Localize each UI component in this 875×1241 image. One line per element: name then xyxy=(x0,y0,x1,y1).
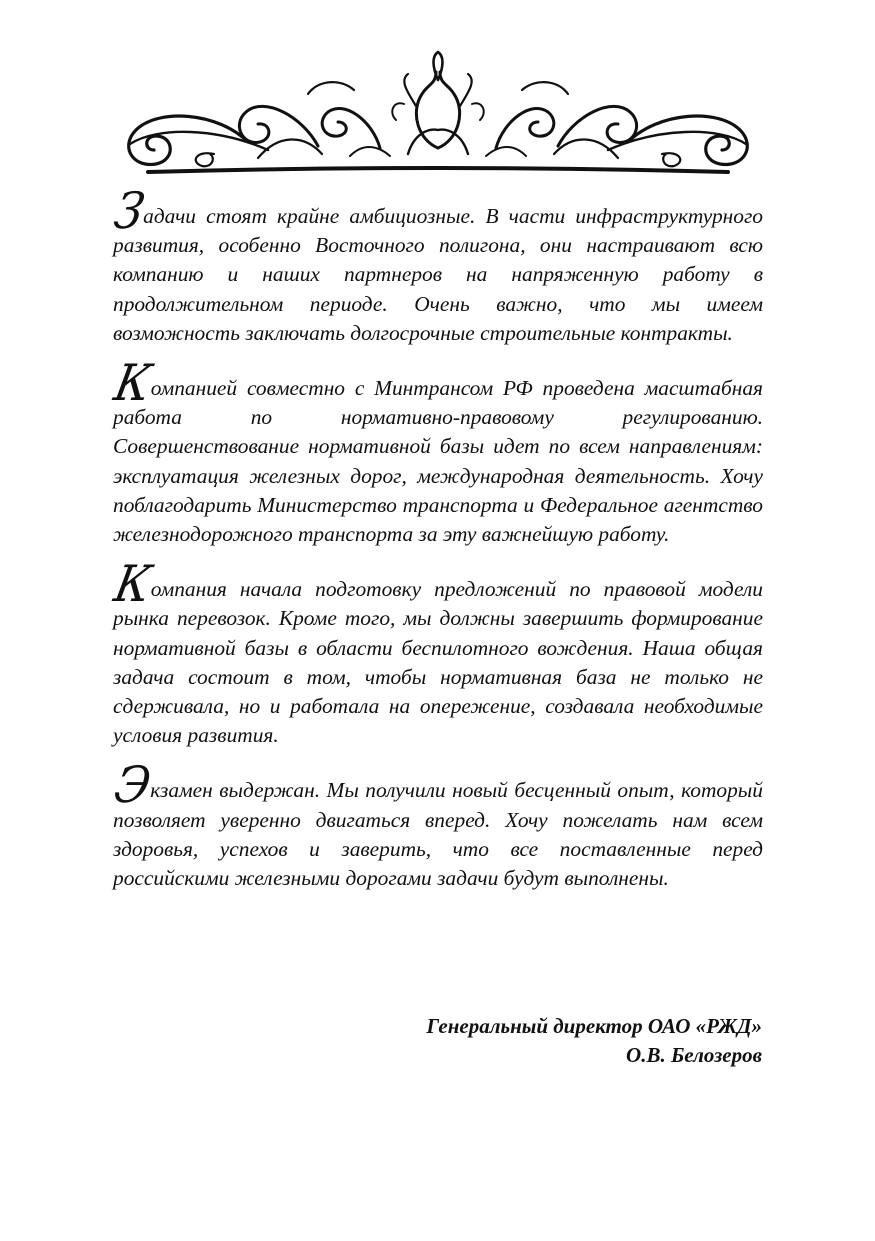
drop-cap: К xyxy=(109,354,155,413)
flourish-ornament-icon xyxy=(118,50,758,180)
paragraph-text: омпания начала подготовку предложений по правовой модели рынка перевозок. Кроме того, мы должны завершить формирование нормативной базы в области беспилотного вождения. Наша общая задача состоит в том, чтобы нормативная база не только не сдерживала, но и работала на опережение, создавала необходимые условия развития. xyxy=(113,577,763,748)
signature-title: Генеральный директор ОАО «РЖД» xyxy=(426,1014,762,1038)
paragraph-text: омпанией совместно с Минтрансом РФ проведена масштабная работа по нормативно-правовому регулированию. Совершенствование нормативной базы идет по всем направлениям: эксплуатация железных дорог, международная деятельность. Хочу поблагодарить Министерство транспорта и Федеральное агентство железнодорожного транспорта за эту важнейшую работу. xyxy=(113,376,763,547)
paragraph-3 xyxy=(109,555,763,750)
paragraph-1 xyxy=(109,182,763,348)
paragraph-text: кзамен выдержан. Мы получили новый бесценный опыт, который позволяет уверенно двигаться вперед. Хочу пожелать нам всем здоровья, успехов и заверить, что все поставленные перед российскими железными дорогами задачи будут выполнены. xyxy=(113,778,763,891)
letter-body xyxy=(109,182,763,915)
paragraph-text: адачи стоят крайне амбициозные. В части инфраструктурного развития, особенно Восточного полигона, они настраивают всю компанию и наших партнеров на напряженную работу в продолжительном периоде. Очень важно, что мы имеем возможность заключать долгосрочные строительные контракты. xyxy=(113,204,763,345)
drop-cap: Э xyxy=(109,756,154,815)
paragraph-2 xyxy=(109,354,763,549)
drop-cap: К xyxy=(109,555,155,614)
signature-block xyxy=(426,1012,762,1070)
signature-name: О.В. Белозеров xyxy=(626,1043,762,1067)
drop-cap: З xyxy=(109,182,148,240)
paragraph-4 xyxy=(109,756,763,893)
